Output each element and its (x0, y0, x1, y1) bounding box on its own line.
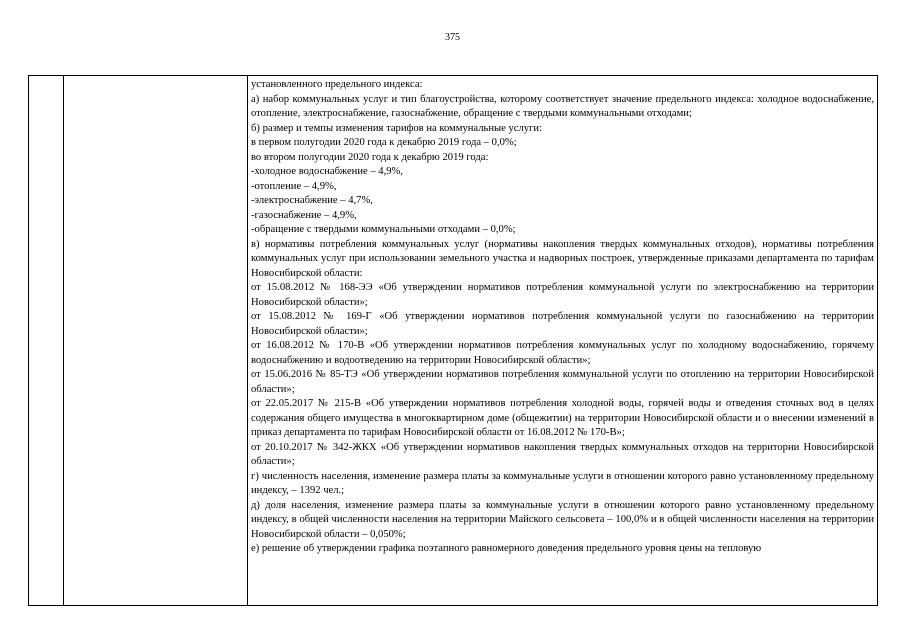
paragraph: установленного предельного индекса: (251, 79, 423, 90)
paragraph: -отопление – 4,9%, (251, 180, 337, 192)
paragraph: от 15.08.2012 № 168-ЭЭ «Об утверждении нормативов потребления коммунальной услуги по электроснабжению на территории Новосибирской области»; (251, 282, 874, 308)
paragraph: -газоснабжение – 4,9%, (251, 209, 357, 221)
paragraph: -холодное водоснабжение – 4,9%, (251, 166, 403, 177)
paragraph: д) доля населения, изменение размера платы за коммунальные услуги в отношении которого равно установленному предельному индексу, в общей численности населения на территории Майского сельсовета – 100,0% и в общей численности населения на территории Новосибирской области – 0,050%; (251, 499, 874, 540)
paragraph: а) набор коммунальных услуг и тип благоустройства, которому соответствует значение предельного индекса: холодное водоснабжение, отопление, электроснабжение, газоснабжение, обращение с твердыми коммунальными отходами; (251, 93, 874, 119)
paragraph: -обращение с твердыми коммунальными отходами – 0,0%; (251, 224, 516, 235)
document-table (28, 75, 878, 606)
table-cell-number (29, 76, 64, 606)
table-row (29, 76, 878, 606)
paragraph: от 20.10.2017 № 342-ЖКХ «Об утверждении нормативов накопления твердых коммунальных отходов на территории Новосибирской области»; (251, 441, 874, 467)
page-number: 375 (445, 32, 460, 43)
paragraph: от 15.08.2012 № 169-Г «Об утверждении нормативов потребления коммунальной услуги по газоснабжению на территории Новосибирской области»; (251, 311, 874, 337)
paragraph: во втором полугодии 2020 года к декабрю 2019 года: (251, 151, 489, 163)
paragraph: б) размер и темпы изменения тарифов на коммунальные услуги: (251, 122, 543, 134)
paragraph: е) решение об утверждении графика поэтапного равномерного доведения предельного уровня цены на тепловую (251, 543, 762, 554)
paragraph: от 15.06.2016 № 85-ТЭ «Об утверждении нормативов потребления коммунальной услуги по отоплению на территории Новосибирской области»; (251, 369, 874, 395)
paragraph: от 16.08.2012 № 170-В «Об утверждении нормативов потребления коммунальных услуг по холодному водоснабжению, горячему водоснабжению и водоотведению на территории Новосибирской области»; (251, 340, 874, 366)
table-cell-name (64, 76, 248, 606)
paragraph: от 22.05.2017 № 215-В «Об утверждении нормативов потребления холодной воды, горячей воды и отведения сточных вод в целях содержания общего имущества в многоквартирном доме (общежитии) на территории Новосибирской области и о внесении изменений в приказ департамента по тарифам Новосибирской области от 16.08.2012 № 170-В»; (251, 398, 874, 438)
table-cell-content (248, 76, 878, 606)
paragraph: в) нормативы потребления коммунальных услуг (нормативы накопления твердых коммунальных отходов), нормативы потребления коммунальных услуг при использовании земельного участка и надворных построек, утвержденные приказами департамента по тарифам Новосибирской области: (251, 238, 874, 279)
paragraph: -электроснабжение – 4,7%, (251, 195, 373, 206)
paragraph: в первом полугодии 2020 года к декабрю 2019 года – 0,0%; (251, 137, 517, 148)
paragraph: г) численность населения, изменение размера платы за коммунальные услуги в отношении которого равно установленному предельному индексу, – 1392 чел.; (251, 470, 874, 496)
